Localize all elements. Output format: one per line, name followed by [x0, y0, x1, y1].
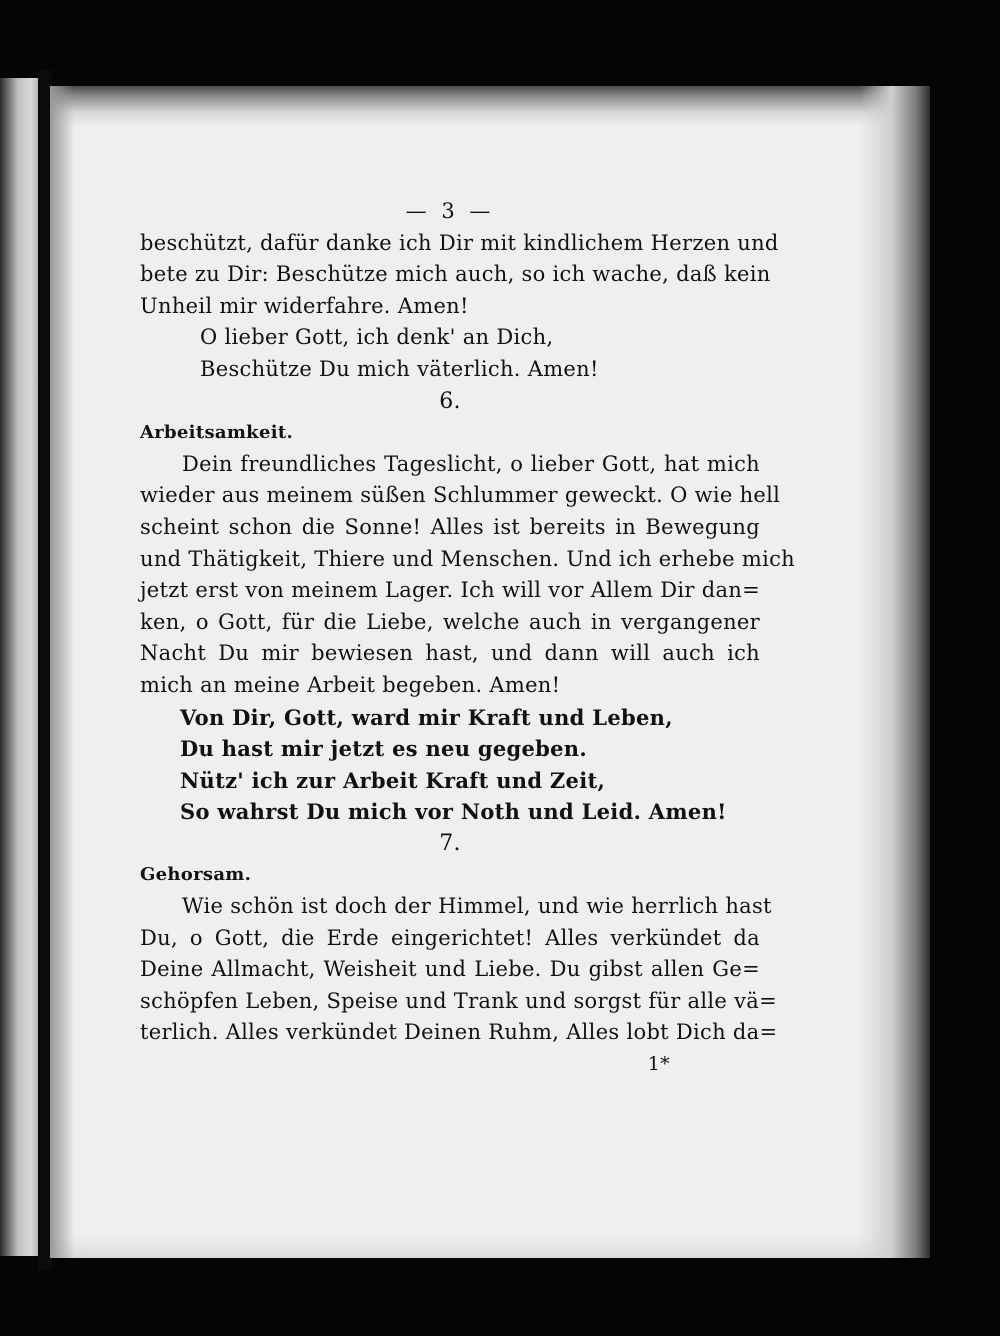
- text-line: scheint schon die Sonne! Alles ist bereits in Bewegung: [140, 514, 760, 539]
- verse-block: [140, 702, 760, 828]
- text-line: Dein freundliches Tageslicht, o lieber Gott, hat mich: [182, 451, 760, 476]
- text-line: Wie schön ist doch der Himmel, und wie herrlich hast: [182, 894, 772, 919]
- scan-shadow-top: [50, 86, 930, 126]
- verse-line: Nütz' ich zur Arbeit Kraft und Zeit,: [180, 767, 606, 793]
- text-line: Du, o Gott, die Erde eingerichtet! Alles verkündet da: [140, 925, 760, 950]
- text-line: Unheil mir widerfahre. Amen!: [140, 293, 469, 318]
- text-line: terlich. Alles verkündet Deinen Ruhm, Alles lobt Dich da=: [140, 1020, 778, 1045]
- verse-line: Beschütze Du mich väterlich. Amen!: [200, 356, 599, 381]
- text-line: Nacht Du mir bewiesen hast, und dann will auch ich: [140, 641, 760, 666]
- section-paragraph: [140, 449, 795, 702]
- page-number: — 3 —: [405, 199, 495, 223]
- verse-line: Von Dir, Gott, ward mir Kraft und Leben,: [180, 704, 673, 730]
- scan-shadow-left: [50, 86, 74, 1258]
- text-line: Deine Allmacht, Weisheit und Liebe. Du gibst allen Ge=: [140, 957, 760, 982]
- book-page: [50, 86, 930, 1258]
- verse-line: O lieber Gott, ich denk' an Dich,: [200, 325, 554, 350]
- text-line: und Thätigkeit, Thiere und Menschen. Und ich erhebe mich: [140, 546, 795, 571]
- page-text: [140, 196, 795, 1081]
- text-line: wieder aus meinem süßen Schlummer geweckt. O wie hell: [140, 483, 781, 508]
- verse-line: So wahrst Du mich vor Noth und Leid. Amen!: [180, 799, 727, 825]
- text-line: beschützt, dafür danke ich Dir mit kindlichem Herzen und: [140, 230, 779, 255]
- verse-block: [140, 322, 760, 385]
- paragraph-continuation: [140, 228, 779, 323]
- section-paragraph: [140, 891, 778, 1049]
- section-title: Arbeitsamkeit.: [140, 422, 294, 444]
- text-line: bete zu Dir: Beschütze mich auch, so ich wache, daß kein: [140, 262, 771, 287]
- signature-mark: 1*: [647, 1053, 670, 1076]
- section-number: 6.: [439, 388, 461, 414]
- verse-line: Du hast mir jetzt es neu gegeben.: [180, 736, 587, 762]
- section-title: Gehorsam.: [140, 864, 252, 886]
- text-line: ken, o Gott, für die Liebe, welche auch in vergangener: [140, 609, 760, 634]
- text-line: schöpfen Leben, Speise und Trank und sorgst für alle vä=: [140, 988, 777, 1013]
- section-number: 7.: [439, 830, 461, 856]
- scan-shadow-right: [860, 86, 930, 1258]
- text-line: mich an meine Arbeit begeben. Amen!: [140, 672, 561, 697]
- text-line: jetzt erst von meinem Lager. Ich will vor Allem Dir dan=: [140, 578, 760, 603]
